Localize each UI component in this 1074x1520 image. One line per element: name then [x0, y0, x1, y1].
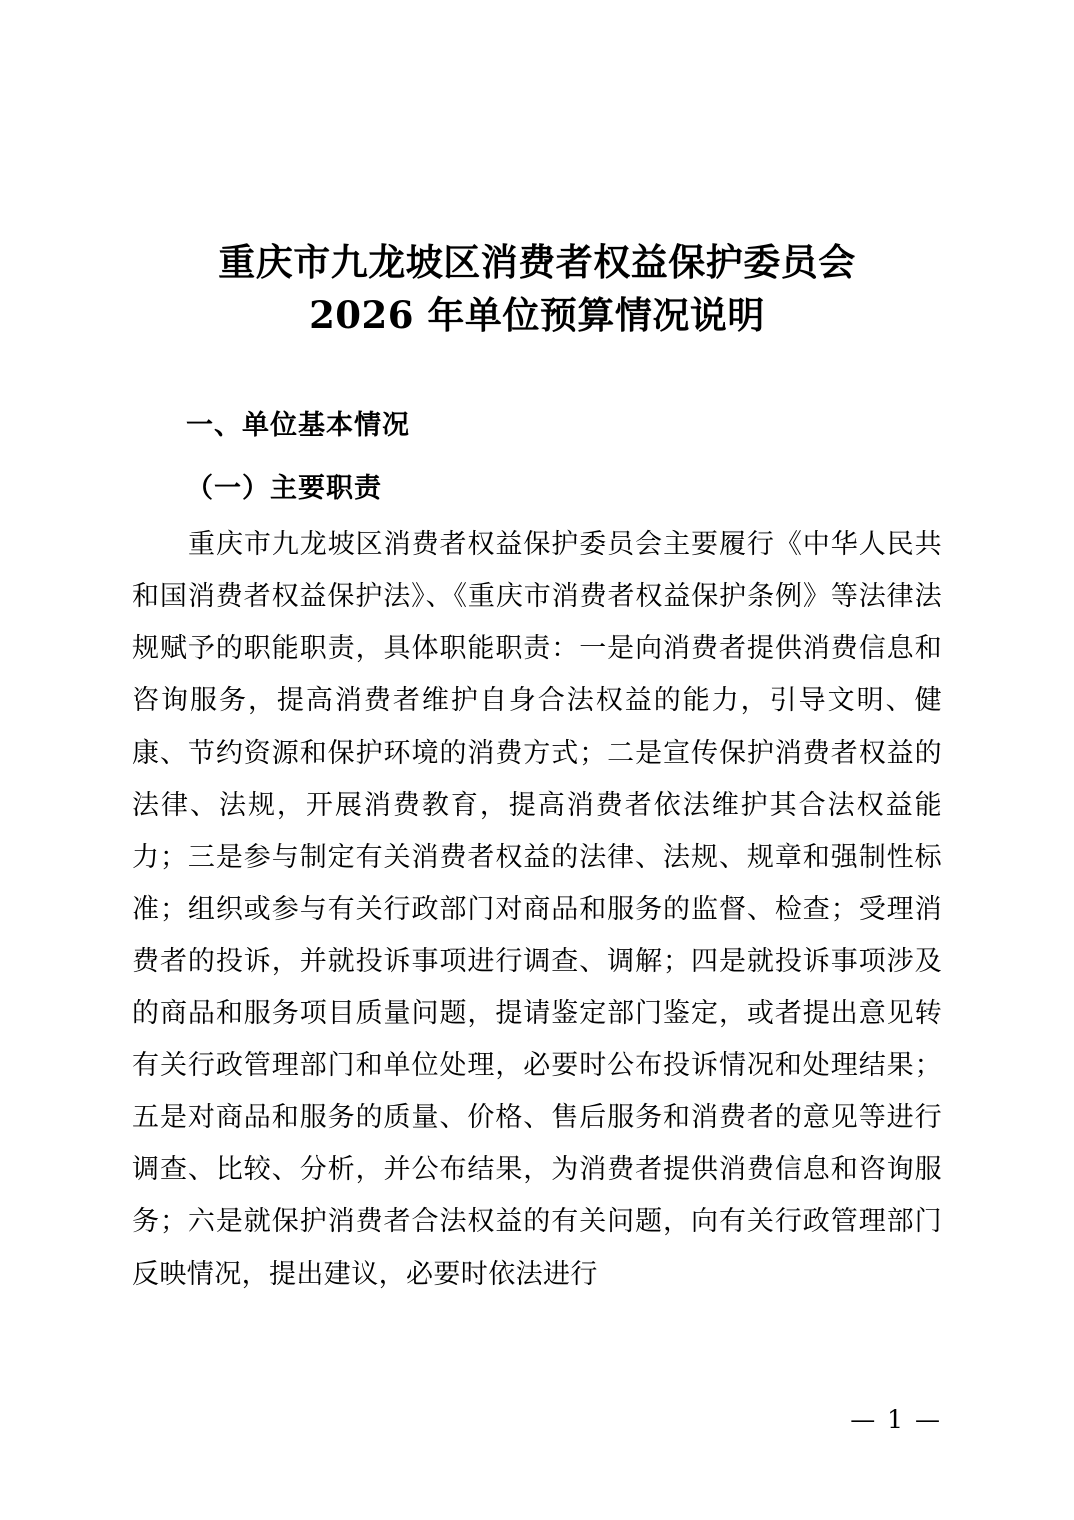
sub-heading-main-duties: （一）主要职责 — [186, 473, 382, 505]
body-paragraph-main-duties: 重庆市九龙坡区消费者权益保护委员会主要履行《中华人民共和国消费者权益保护法》、《重庆市消费者权益保护条例》等法律法规赋予的职能职责，具体职能职责：一是向消费者提供消费信息和咨询服务，提高消费者维护自身合法权益的能力，引导文明、健康、节约资源和保护环境的消费方式；二是宣传保护消费者权益的法律、法规，开展消费教育，提高消费者依法维护其合法权益能力；三是参与制定有关消费者权益的法律、法规、规章和强制性标准；组织或参与有关行政部门对商品和服务的监督、检查；受理消费者的投诉，并就投诉事项进行调查、调解；四是就投诉事项涉及的商品和服务项目质量问题，提请鉴定部门鉴定，或者提出意见转有关行政管理部门和单位处理，必要时公布投诉情况和处理结果；五是对商品和服务的质量、价格、售后服务和消费者的意见等进行调查、比较、分析，并公布结果，为消费者提供消费信息和咨询服务；六是就保护消费者合法权益的有关问题，向有关行政管理部门反映情况，提出建议，必要时依法进行 — [132, 529, 942, 1290]
title-line-2: 2026 年单位预算情况说明 — [309, 292, 765, 337]
title-line-1: 重庆市九龙坡区消费者权益保护委员会 — [218, 240, 856, 284]
page-title — [132, 236, 942, 341]
page-number: — 1 — — [850, 1405, 942, 1434]
section-heading-basic-info: 一、单位基本情况 — [186, 410, 410, 442]
